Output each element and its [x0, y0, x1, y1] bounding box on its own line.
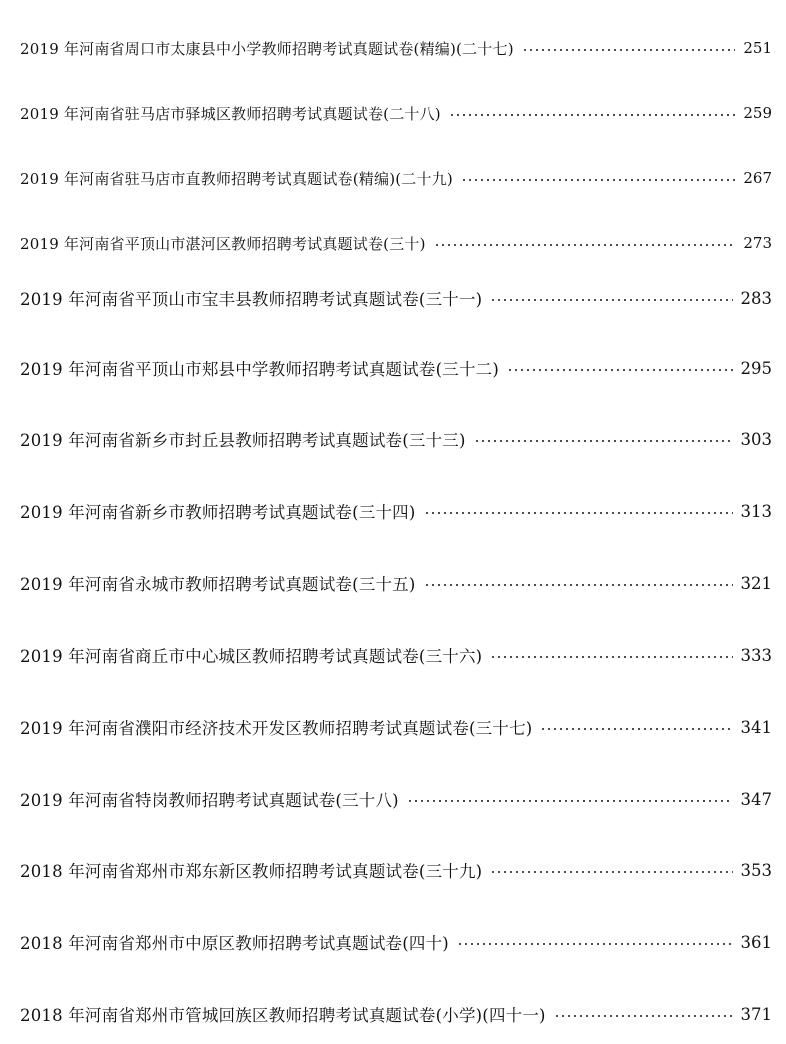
- toc-entry-page: 353: [740, 860, 772, 880]
- toc-entry-title: 2019 年河南省平顶山市湛河区教师招聘考试真题试卷(三十): [20, 234, 426, 253]
- toc-entry-page: 313: [740, 501, 772, 521]
- dot-leader: [540, 728, 732, 730]
- toc-entry[interactable]: [20, 496, 772, 526]
- toc-entry-title: 2019 年河南省平顶山市郏县中学教师招聘考试真题试卷(三十二): [20, 360, 500, 379]
- toc-entry-title: 2019 年河南省濮阳市经济技术开发区教师招聘考试真题试卷(三十七): [20, 719, 533, 738]
- toc-entry-page: 251: [743, 39, 772, 57]
- toc-entry[interactable]: [20, 163, 772, 193]
- toc-entry-title: 2019 年河南省驻马店市直教师招聘考试真题试卷(精编)(二十九): [20, 169, 453, 188]
- toc-entry-page: 273: [743, 234, 772, 252]
- toc-entry-title: 2019 年河南省永城市教师招聘考试真题试卷(三十五): [20, 575, 416, 594]
- toc-entry-page: 333: [740, 645, 772, 665]
- dot-leader: [449, 114, 736, 116]
- toc-entry-page: 361: [740, 932, 772, 952]
- toc-entry[interactable]: [20, 999, 772, 1029]
- toc-entry-title: 2019 年河南省商丘市中心城区教师招聘考试真题试卷(三十六): [20, 647, 483, 666]
- dot-leader: [522, 49, 736, 51]
- toc-entry[interactable]: [20, 33, 772, 63]
- toc-entry-title: 2019 年河南省周口市太康县中小学教师招聘考试真题试卷(精编)(二十七): [20, 39, 514, 58]
- toc-entry-page: 371: [740, 1004, 772, 1024]
- dot-leader: [554, 1015, 733, 1017]
- toc-entry-title: 2019 年河南省新乡市教师招聘考试真题试卷(三十四): [20, 503, 416, 522]
- toc-entry[interactable]: [20, 98, 772, 128]
- toc-entry-page: 341: [740, 717, 772, 737]
- toc-entry-page: 259: [743, 104, 772, 122]
- dot-leader: [490, 871, 732, 873]
- toc-entry-page: 321: [740, 573, 772, 593]
- toc-entry-page: 347: [740, 789, 772, 809]
- dot-leader: [490, 299, 732, 301]
- dot-leader: [490, 656, 732, 658]
- toc-entry[interactable]: [20, 927, 772, 957]
- toc-entry[interactable]: [20, 712, 772, 742]
- toc-entry-title: 2019 年河南省平顶山市宝丰县教师招聘考试真题试卷(三十一): [20, 290, 483, 309]
- dot-leader: [407, 800, 733, 802]
- toc-entry[interactable]: [20, 568, 772, 598]
- toc-entry-page: 295: [740, 358, 772, 378]
- dot-leader: [461, 179, 735, 181]
- toc-entry[interactable]: [20, 855, 772, 885]
- toc-entry[interactable]: [20, 424, 772, 454]
- dot-leader: [507, 369, 732, 371]
- dot-leader: [424, 584, 733, 586]
- toc-entry[interactable]: [20, 353, 772, 383]
- toc-entry-page: 267: [743, 169, 772, 187]
- dot-leader: [457, 943, 733, 945]
- dot-leader: [434, 244, 736, 246]
- toc-entry[interactable]: [20, 784, 772, 814]
- toc-entry[interactable]: [20, 283, 772, 313]
- toc-entry-title: 2018 年河南省郑州市郑东新区教师招聘考试真题试卷(三十九): [20, 862, 483, 881]
- toc-entry-page: 283: [740, 288, 772, 308]
- toc-entry-title: 2019 年河南省驻马店市驿城区教师招聘考试真题试卷(二十八): [20, 104, 441, 123]
- dot-leader: [474, 440, 733, 442]
- toc-entry-title: 2018 年河南省郑州市管城回族区教师招聘考试真题试卷(小学)(四十一): [20, 1006, 546, 1025]
- toc-entry[interactable]: [20, 640, 772, 670]
- dot-leader: [424, 512, 733, 514]
- toc-entry-title: 2019 年河南省新乡市封丘县教师招聘考试真题试卷(三十三): [20, 431, 466, 450]
- toc-entry-title: 2018 年河南省郑州市中原区教师招聘考试真题试卷(四十): [20, 934, 449, 953]
- toc-entry[interactable]: [20, 228, 772, 258]
- toc-entry-title: 2019 年河南省特岗教师招聘考试真题试卷(三十八): [20, 791, 399, 810]
- toc-entry-page: 303: [740, 429, 772, 449]
